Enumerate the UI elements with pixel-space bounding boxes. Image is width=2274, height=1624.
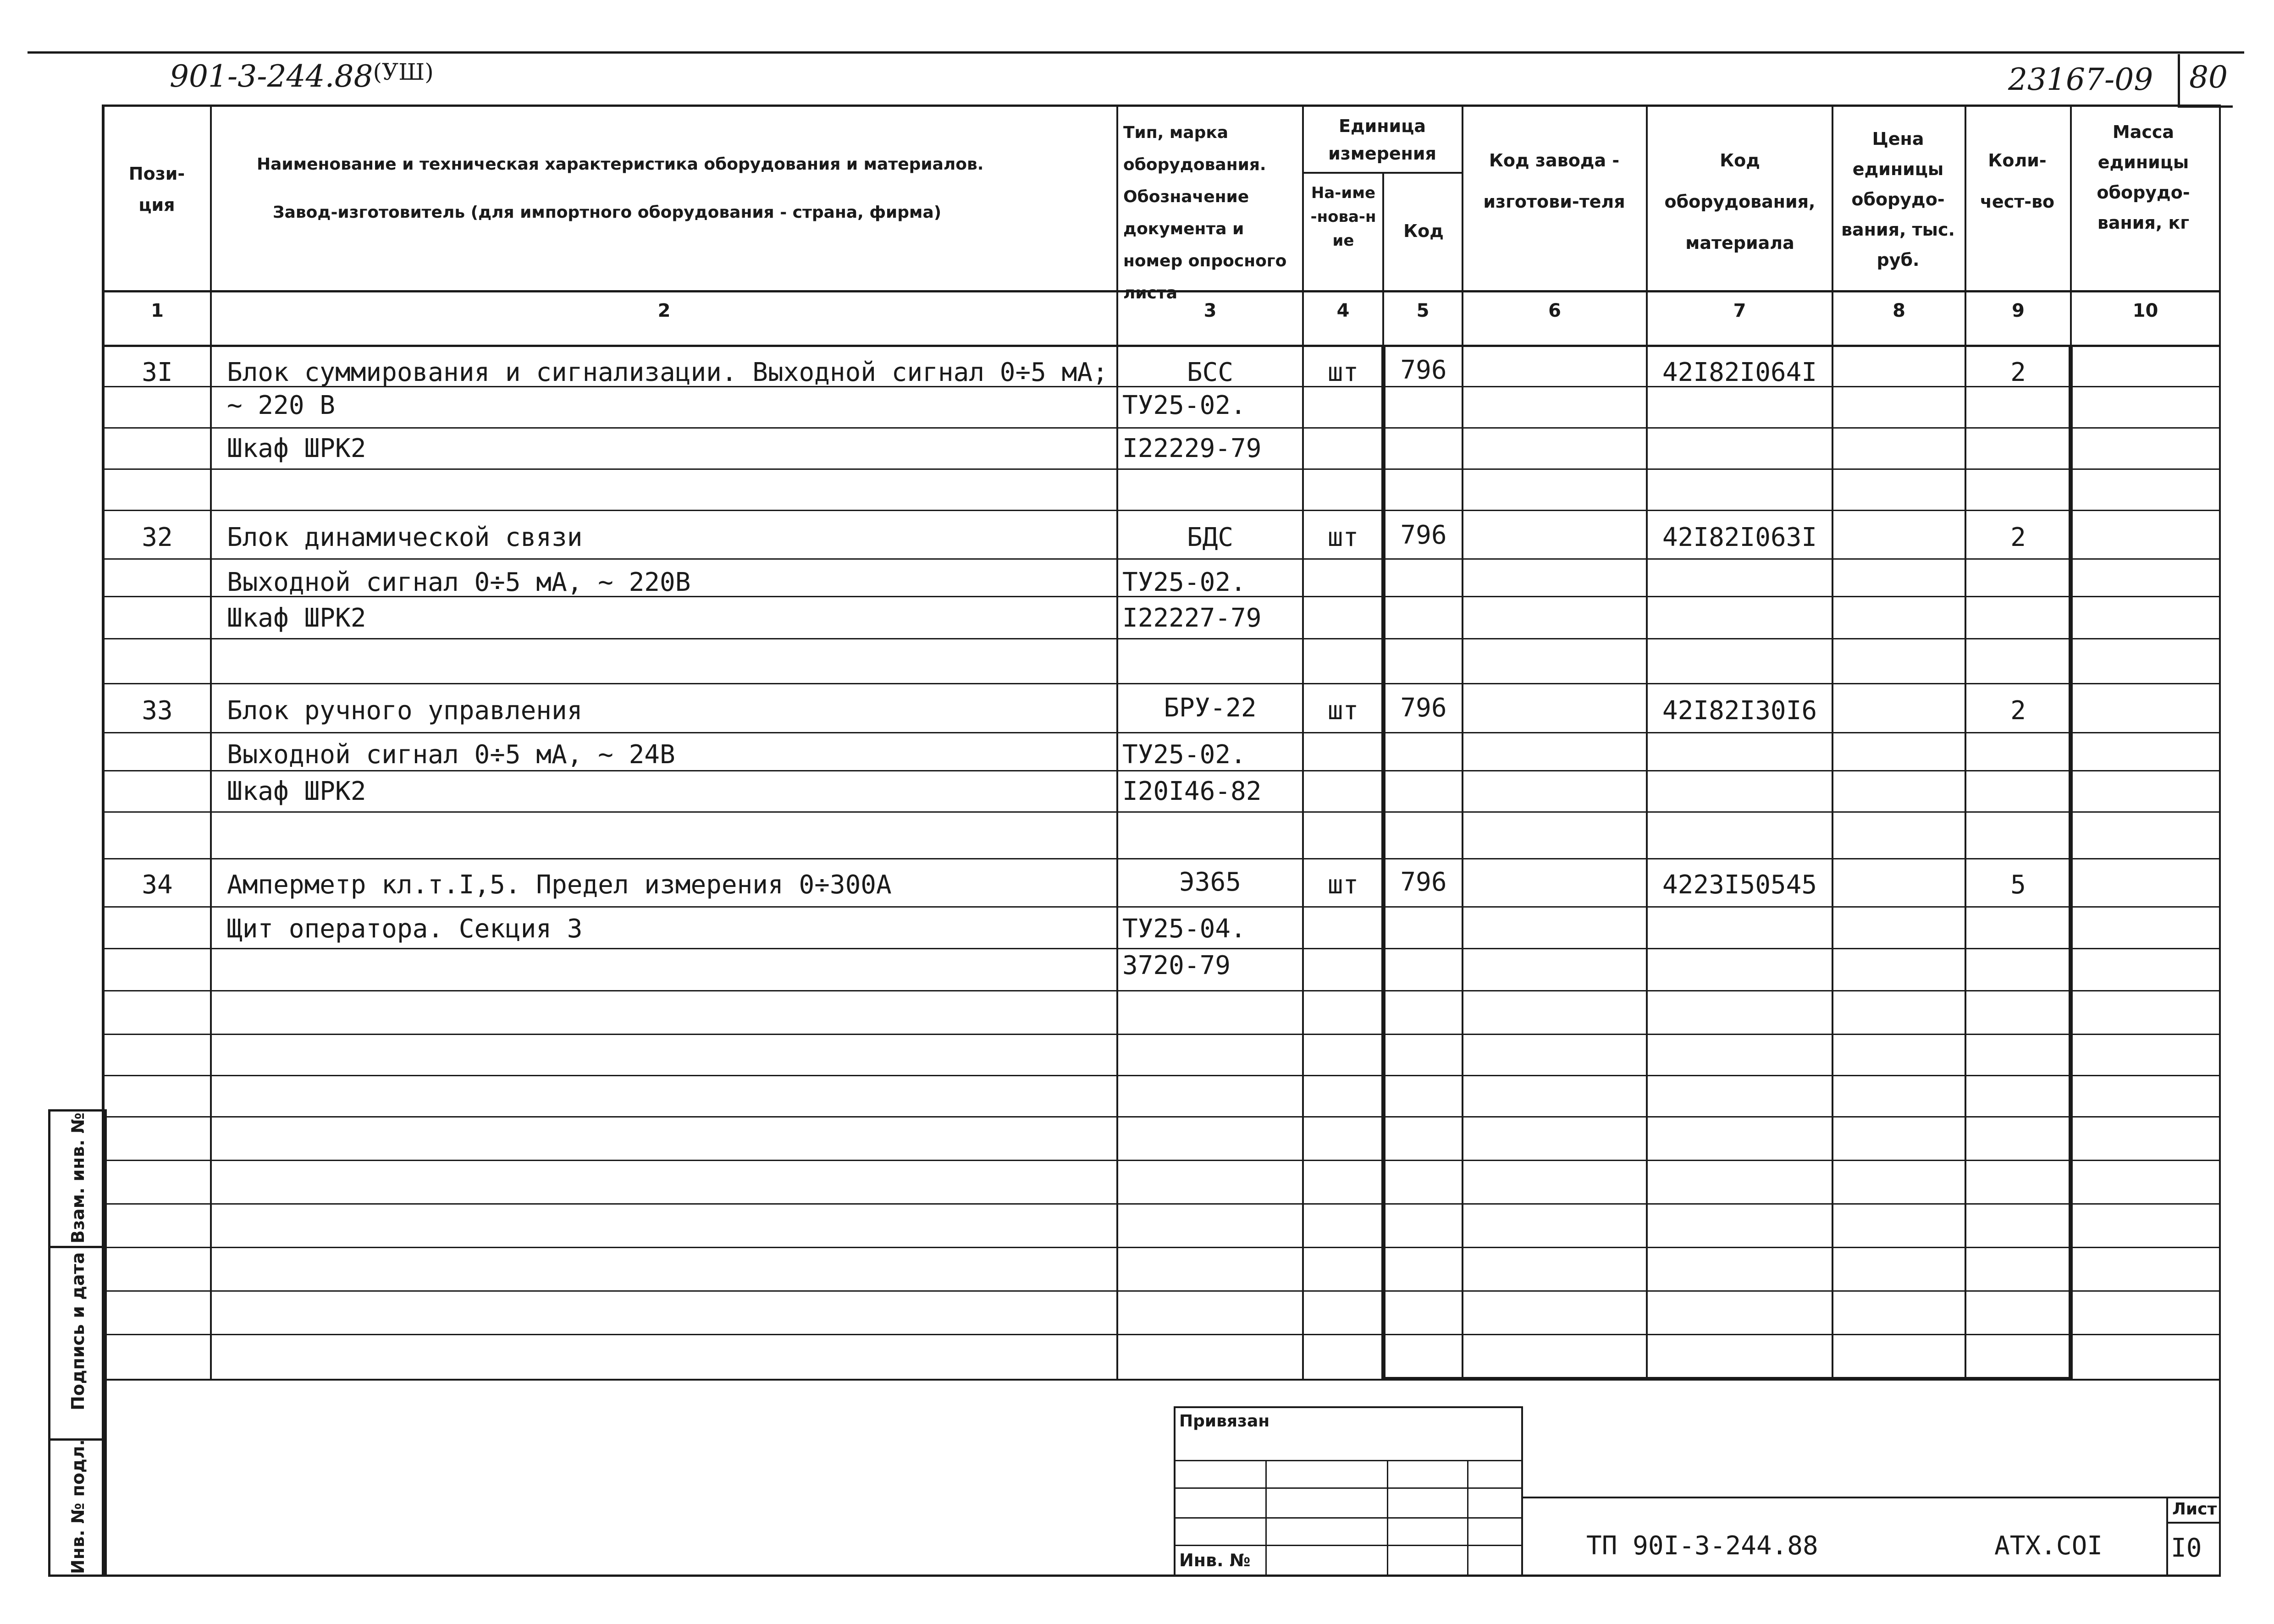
cell-name: Выходной сигнал 0÷5 мА, ~ 24В — [227, 740, 675, 770]
cell-name: Шкаф ШРК2 — [227, 776, 366, 806]
column-number-8: 8 — [1893, 300, 1905, 321]
column-number-1: 1 — [151, 300, 164, 321]
cell-type: I22227-79 — [1122, 603, 1262, 633]
cell-type: БСС — [1187, 358, 1234, 387]
cell-position: 34 — [142, 870, 173, 900]
cell-name: Щит оператора. Секция 3 — [227, 914, 583, 944]
cell-name: Блок ручного управления — [227, 696, 583, 726]
cell-unit-code: 796 — [1400, 867, 1447, 897]
column-number-6: 6 — [1548, 300, 1561, 321]
cell-position: 32 — [142, 523, 173, 552]
cell-equipment-code: 42I82I30I6 — [1662, 696, 1817, 726]
header-mass: Масса единицы оборудо-вания, кг — [2097, 122, 2190, 233]
header-price: Цена единицы оборудо-вания, тыс. руб. — [1841, 129, 1955, 270]
cell-quantity: 2 — [2010, 358, 2026, 387]
header-type: Тип, марка оборудования. Обозначение документа и номер опросного листа — [1123, 123, 1287, 303]
cell-unit: шт — [1327, 870, 1359, 900]
cell-unit: шт — [1327, 358, 1359, 387]
column-number-4: 4 — [1336, 300, 1350, 321]
cell-type: I20I46-82 — [1122, 776, 1262, 806]
side-stamp-original-inventory: Инв. № подл. — [68, 1439, 88, 1574]
cell-quantity: 2 — [2010, 523, 2026, 552]
cell-type: ТУ25-04. — [1122, 914, 1246, 944]
cell-type: БДС — [1187, 523, 1234, 552]
sheet-number: I0 — [2171, 1533, 2202, 1563]
cell-equipment-code: 42I82I063I — [1662, 523, 1817, 552]
header-equipment-code: Код оборудования, материала — [1664, 150, 1816, 253]
archive-number: 23167-09 — [2008, 62, 2153, 97]
column-number-9: 9 — [2012, 300, 2025, 321]
cell-quantity: 5 — [2010, 870, 2026, 900]
cell-name: Шкаф ШРК2 — [227, 434, 366, 463]
inventory-label: Инв. № — [1179, 1550, 1251, 1570]
cell-unit-code: 796 — [1400, 355, 1447, 385]
header-name-line1: Наименование и техническая характеристика оборудования и материалов. — [257, 155, 984, 174]
cell-name: ~ 220 В — [227, 391, 336, 420]
document-code-suffix: (УШ) — [373, 59, 434, 85]
column-number-3: 3 — [1203, 300, 1217, 321]
header-unit-group: Единица измерения — [1328, 116, 1436, 164]
side-stamp-replacement: Взам. инв. № — [68, 1112, 88, 1244]
cell-name: Амперметр кл.т.I,5. Предел измерения 0÷300А — [227, 870, 892, 900]
cell-unit: шт — [1327, 523, 1359, 552]
cell-type: 3720-79 — [1122, 951, 1231, 980]
header-unit-code: Код — [1403, 221, 1444, 241]
header-factory-code: Код завода - изготови-теля — [1483, 150, 1625, 212]
document-code-number: 901-3-244.88 — [170, 59, 373, 94]
side-stamp-signature-date: Подпись и дата — [68, 1252, 88, 1410]
column-number-7: 7 — [1733, 300, 1746, 321]
project-designation: ТП 90I-3-244.88 — [1586, 1531, 1818, 1561]
cell-unit-code: 796 — [1400, 520, 1447, 550]
cell-name: Блок динамической связи — [227, 523, 583, 552]
cell-type: ТУ25-02. — [1122, 391, 1246, 420]
sheet-label: Лист — [2172, 1500, 2217, 1519]
cell-equipment-code: 4223I50545 — [1662, 870, 1817, 900]
sheet-code: АТХ.COI — [1994, 1531, 2103, 1561]
attached-label: Привязан — [1179, 1412, 1270, 1431]
cell-name: Выходной сигнал 0÷5 мА, ~ 220В — [227, 567, 691, 597]
column-number-10: 10 — [2132, 300, 2158, 321]
cell-type: Э365 — [1179, 867, 1241, 897]
column-number-2: 2 — [657, 300, 671, 321]
header-position: Пози-ция — [128, 164, 185, 215]
document-code — [170, 59, 434, 94]
column-number-5: 5 — [1416, 300, 1430, 321]
page-number: 80 — [2189, 60, 2228, 95]
cell-unit-code: 796 — [1400, 693, 1447, 723]
cell-type: ТУ25-02. — [1122, 740, 1246, 770]
cell-type: I22229-79 — [1122, 434, 1262, 463]
header-quantity: Коли-чест-во — [1980, 150, 2055, 212]
cell-position: 3I — [142, 358, 173, 387]
cell-type: БРУ-22 — [1164, 693, 1257, 723]
cell-type: ТУ25-02. — [1122, 567, 1246, 597]
cell-unit: шт — [1327, 696, 1359, 726]
header-unit-name: На-име-нова-ние — [1310, 184, 1376, 250]
cell-position: 33 — [142, 696, 173, 726]
cell-equipment-code: 42I82I064I — [1662, 358, 1817, 387]
header-name-line2: Завод-изготовитель (для импортного оборудования - страна, фирма) — [273, 203, 942, 222]
cell-name: Блок суммирования и сигнализации. Выходной сигнал 0÷5 мА; — [227, 358, 1108, 387]
cell-name: Шкаф ШРК2 — [227, 603, 366, 633]
cell-quantity: 2 — [2010, 696, 2026, 726]
